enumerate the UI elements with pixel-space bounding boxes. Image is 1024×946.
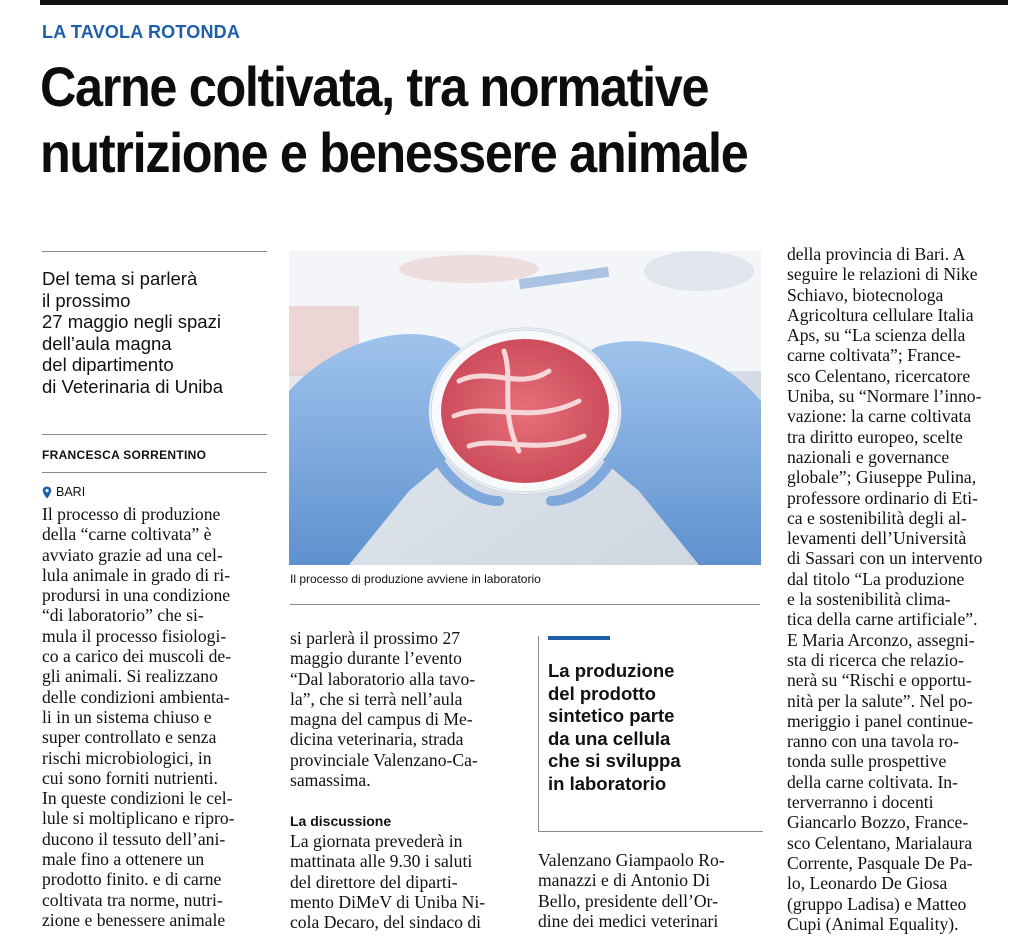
body-column-2-bottom (290, 831, 515, 932)
text-line: In queste condizioni le cel- (42, 788, 233, 809)
caption-rule (290, 604, 760, 605)
text-line: della “carne coltivata” è (42, 524, 212, 545)
text-line: sco Celentano, Marialaura (787, 832, 973, 853)
summary-line: dell’aula magna (42, 332, 172, 354)
text-line: (gruppo Ladisa) e Matteo (787, 893, 967, 914)
text-line: super controllato e senza (42, 727, 217, 748)
summary-top-rule (42, 251, 267, 252)
body-column-2-top (290, 628, 515, 790)
text-line: nazionali e governance (787, 446, 950, 467)
pullquote-line: da una cellula (548, 727, 671, 749)
pullquote-line: in laboratorio (548, 772, 667, 794)
text-line: dal titolo “La produzione (787, 568, 965, 589)
summary-line: Del tema si parlerà (42, 268, 198, 289)
text-line: sta di ricerca che relazio- (787, 649, 964, 670)
text-line: della carne coltivata. In- (787, 771, 958, 792)
text-line: li in un sistema chiuso e (42, 706, 212, 727)
text-line: “Dal laboratorio alla tavo- (290, 668, 476, 689)
text-line: La giornata prevederà in (290, 831, 463, 851)
text-line: nerà su “Rischi e opportu- (787, 670, 972, 691)
summary-line: di Veterinaria di Uniba (42, 375, 223, 397)
article-summary (42, 268, 272, 397)
text-line: Uniba, su “Normare l’inno- (787, 386, 982, 407)
text-line: cui sono forniti nutrienti. (42, 767, 218, 788)
article-photo (289, 251, 761, 565)
text-line: meriggio i panel continue- (787, 710, 974, 731)
text-line: zione e benessere animale (42, 909, 226, 930)
text-line: Il processo di produzione (42, 504, 221, 524)
text-line: Agricoltura cellulare Italia (787, 304, 974, 325)
text-line: nità per la salute”. Nel po- (787, 690, 973, 711)
summary-line: del dipartimento (42, 354, 174, 375)
text-line: dicina veterinaria, strada (290, 729, 464, 750)
text-line: tra diritto europeo, scelte (787, 426, 963, 447)
headline-line-1: Carne coltivata, tra normative (40, 55, 709, 118)
pullquote-line: sintetico parte (548, 705, 675, 727)
body-column-4 (787, 244, 1015, 934)
text-line: levamenti dell’Università (787, 528, 967, 549)
subhead-discussion: La discussione (290, 813, 392, 829)
text-line: ducono il tessuto dell’ani- (42, 828, 226, 849)
text-line: della provincia di Bari. A (787, 244, 966, 264)
text-line: Bello, presidente dell’Or- (538, 890, 718, 911)
lab-petri-dish-illustration (289, 251, 761, 565)
text-line: lule si moltiplicano e ripro- (42, 808, 235, 829)
text-line: prodursi in una condizione (42, 585, 231, 606)
text-line: del direttore del diparti- (290, 871, 458, 892)
text-line: Aps, su “La scienza della (787, 325, 966, 346)
location-pin-icon (42, 486, 52, 499)
text-line: ca e sostenibilità degli al- (787, 507, 967, 528)
text-line: seguire le relazioni di Nike (787, 264, 978, 285)
text-line: avviato grazie ad una cel- (42, 544, 223, 565)
text-line: Schiavo, biotecnologa (787, 284, 944, 305)
text-line: e la sostenibilità clima- (787, 589, 951, 610)
text-line: mattinata alle 9.30 i saluti (290, 851, 473, 872)
text-line: si parlerà il prossimo 27 (290, 628, 461, 648)
text-line: ranno con una tavola ro- (787, 731, 959, 752)
text-line: Valenzano Giampaolo Ro- (538, 850, 725, 870)
text-line: cola Decaro, del sindaco di (290, 912, 482, 933)
photo-caption: Il processo di produzione avviene in laboratorio (290, 572, 541, 586)
text-line: mento DiMeV di Uniba Ni- (290, 891, 486, 912)
section-kicker: LA TAVOLA ROTONDA (42, 22, 241, 42)
body-column-1 (42, 504, 270, 930)
text-line: professore ordinario di Eti- (787, 487, 979, 508)
text-line: carne coltivata”; France- (787, 345, 961, 366)
summary-line: il prossimo (42, 289, 131, 311)
pullquote-line: La produzione (548, 660, 675, 681)
headline-line-2: nutrizione e benessere animale (40, 121, 748, 184)
text-line: Corrente, Pasquale De Pa- (787, 852, 973, 873)
pullquote-bottom-rule (538, 831, 763, 832)
pullquote (548, 660, 768, 796)
text-line: rischi microbiologici, in (42, 747, 212, 768)
text-line: male fino a ottenere un (42, 849, 205, 870)
byline-rule (42, 472, 267, 473)
pullquote-divider (538, 636, 539, 831)
text-line: magna del campus di Me- (290, 709, 473, 730)
text-line: delle condizioni ambienta- (42, 686, 230, 707)
text-line: Cupi (Animal Equality). (787, 913, 959, 934)
text-line: tonda sulle prospettive (787, 751, 947, 772)
text-line: samassima. (290, 770, 371, 791)
text-line: Giancarlo Bozzo, France- (787, 812, 969, 833)
text-line: di Sassari con un intervento (787, 548, 983, 569)
text-line: globale”; Giuseppe Pulina, (787, 467, 977, 488)
text-line: gli animali. Si realizzano (42, 666, 218, 687)
text-line: lula animale in grado di ri- (42, 564, 231, 585)
text-line: mula il processo fisiologi- (42, 625, 227, 646)
text-line: coltivata tra norme, nutri- (42, 889, 223, 910)
text-line: provinciale Valenzano-Ca- (290, 749, 478, 770)
body-column-3 (538, 850, 763, 931)
text-line: dine dei medici veterinari (538, 910, 719, 931)
summary-line: 27 maggio negli spazi (42, 311, 221, 332)
text-line: terverranno i docenti (787, 792, 934, 813)
headline (40, 54, 904, 186)
text-line: E Maria Arconzo, assegni- (787, 629, 975, 650)
text-line: “di laboratorio” che si- (42, 605, 204, 626)
pullquote-accent-bar (548, 636, 610, 640)
text-line: sco Celentano, ricercatore (787, 365, 971, 386)
text-line: lo, Leonardo De Giosa (787, 873, 948, 894)
text-line: co a carico dei muscoli de- (42, 646, 232, 667)
text-line: tica della carne artificiale”. (787, 609, 978, 630)
dateline (42, 485, 85, 499)
text-line: maggio durante l’evento (290, 648, 462, 669)
pullquote-line: del prodotto (548, 682, 656, 704)
dateline-city: BARI (56, 485, 86, 499)
author-byline: FRANCESCA SORRENTINO (42, 448, 207, 462)
pullquote-line: che si sviluppa (548, 750, 681, 772)
text-line: vazione: la carne coltivata (787, 406, 972, 427)
text-line: manazzi e di Antonio Di (538, 870, 710, 891)
text-line: la”, che si terrà nell’aula (290, 688, 463, 709)
text-line: prodotto finito. e di carne (42, 869, 222, 890)
summary-bottom-rule (42, 434, 267, 435)
top-rule (40, 0, 1008, 5)
